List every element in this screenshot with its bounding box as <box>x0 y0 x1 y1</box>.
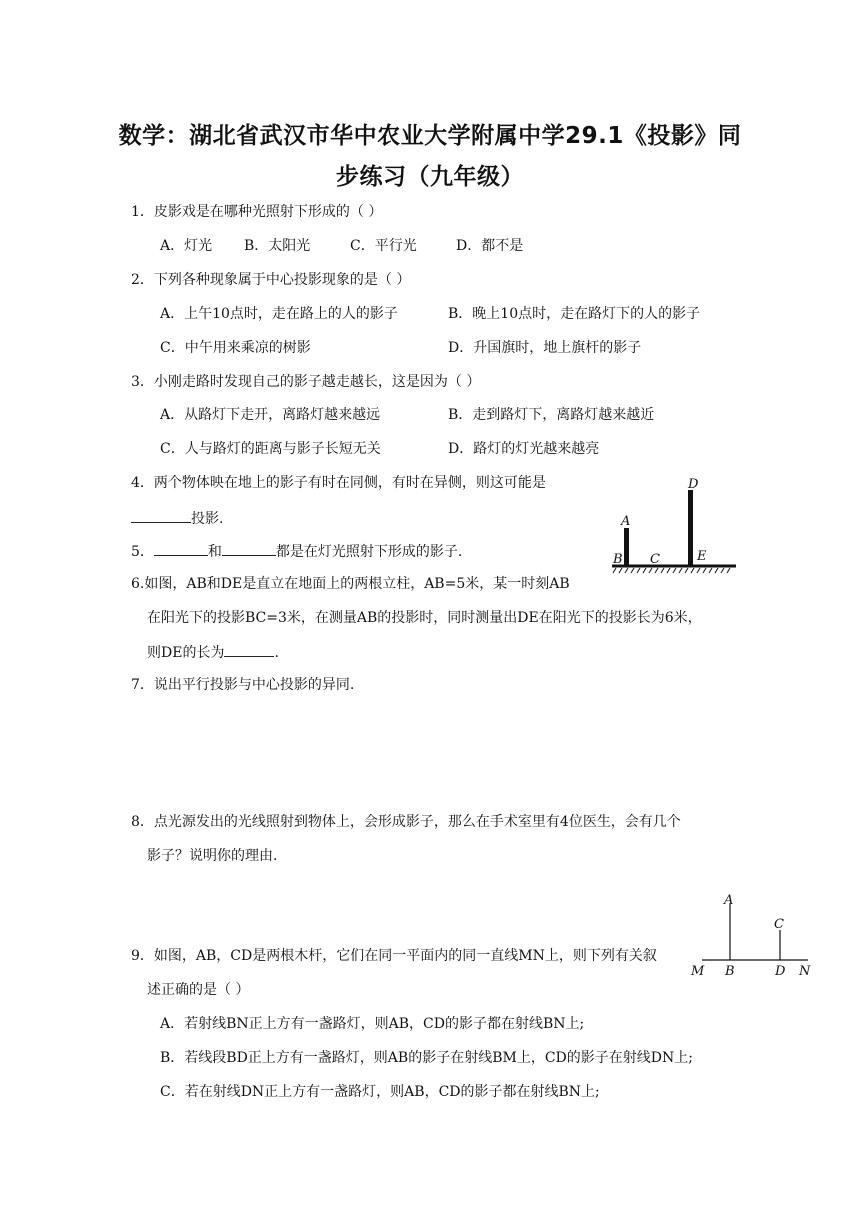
answer-blank[interactable] <box>224 642 274 657</box>
question-8-line2: 影子？说明你的理由. <box>147 848 278 864</box>
question-3-stem: 3．小刚走路时发现自己的影子越走越长，这是因为（ ） <box>131 374 481 390</box>
question-6-line3 <box>147 642 279 662</box>
question-2-option-a: A．上午10点时，走在路上的人的影子 <box>160 306 398 322</box>
question-1-option-b: B．太阳光 <box>244 238 311 254</box>
question-3-option-a: A．从路灯下走开，离路灯越来越远 <box>160 407 381 423</box>
ground-hatching <box>613 568 730 573</box>
question-2-stem: 2．下列各种现象属于中心投影现象的是（ ） <box>131 272 411 288</box>
question-6-prefix: 则DE的长为 <box>147 645 225 661</box>
question-4-answer-line <box>131 508 223 528</box>
question-5-number: 5． <box>131 544 154 560</box>
page-title-line1: 数学：湖北省武汉市华中农业大学附属中学29.1《投影》同 <box>118 123 742 149</box>
label-d: D <box>775 964 786 979</box>
label-c: C <box>650 552 660 567</box>
label-a: A <box>621 514 631 529</box>
label-b: B <box>613 552 623 567</box>
label-e: E <box>697 549 707 564</box>
label-m: M <box>691 964 705 979</box>
question-7-stem: 7．说出平行投影与中心投影的异同. <box>131 677 355 693</box>
label-d: D <box>688 477 699 492</box>
question-2-option-b: B．晚上10点时，走在路灯下的人的影子 <box>448 306 701 322</box>
question-5-tail: 都是在灯光照射下形成的影子. <box>275 544 463 560</box>
question-9-option-c: C．若在射线DN正上方有一盏路灯，则AB，CD的影子都在射线BN上; <box>160 1084 600 1100</box>
answer-blank[interactable] <box>222 541 276 556</box>
question-5 <box>131 541 462 561</box>
question-9-option-a: A．若射线BN正上方有一盏路灯，则AB，CD的影子都在射线BN上; <box>160 1016 585 1032</box>
question-1-option-d: D．都不是 <box>456 238 524 254</box>
label-n: N <box>799 964 811 979</box>
question-4-stem: 4．两个物体映在地上的影子有时在同侧，有时在异侧，则这可能是 <box>131 475 546 491</box>
question-9-option-b: B．若线段BD正上方有一盏路灯，则AB的影子在射线BM上，CD的影子在射线DN上; <box>160 1050 693 1066</box>
pillars-figure <box>600 470 745 580</box>
question-5-connector: 和 <box>207 544 222 560</box>
answer-blank[interactable] <box>131 508 191 523</box>
question-9-line1: 9．如图，AB，CD是两根木杆，它们在同一平面内的同一直线MN上，则下列有关叙 <box>131 948 657 964</box>
question-1-option-c: C．平行光 <box>350 238 417 254</box>
question-9-line2: 述正确的是（ ） <box>147 982 250 998</box>
question-8-line1: 8．点光源发出的光线照射到物体上，会形成影子，那么在手术室里有4位医生，会有几个 <box>131 814 681 830</box>
poles-figure <box>688 890 818 985</box>
question-6-line1: 6.如图，AB和DE是直立在地面上的两根立柱，AB=5米，某一时刻AB <box>131 576 570 592</box>
label-c: C <box>774 917 784 932</box>
pillar-ab <box>624 528 629 566</box>
question-1-stem: 1．皮影戏是在哪种光照射下形成的（ ） <box>131 204 383 220</box>
question-6-line2: 在阳光下的投影BC=3米，在测量AB的投影时，同时测量出DE在阳光下的投影长为6米， <box>147 610 702 626</box>
page-title-line2: 步练习（九年级） <box>336 164 524 190</box>
pillar-de <box>688 490 693 566</box>
question-2-option-d: D．升国旗时，地上旗杆的影子 <box>448 340 642 356</box>
question-2-option-c: C．中午用来乘凉的树影 <box>160 340 311 356</box>
question-4-tail: 投影. <box>191 511 224 527</box>
answer-blank[interactable] <box>154 541 208 556</box>
label-b: B <box>725 964 735 979</box>
question-6-suffix: . <box>274 645 279 661</box>
label-a: A <box>724 893 734 908</box>
question-3-option-c: C．人与路灯的距离与影子长短无关 <box>160 441 381 457</box>
question-3-option-d: D．路灯的灯光越来越亮 <box>448 441 600 457</box>
question-1-option-a: A．灯光 <box>160 238 213 254</box>
question-3-option-b: B．走到路灯下，离路灯越来越近 <box>448 407 655 423</box>
